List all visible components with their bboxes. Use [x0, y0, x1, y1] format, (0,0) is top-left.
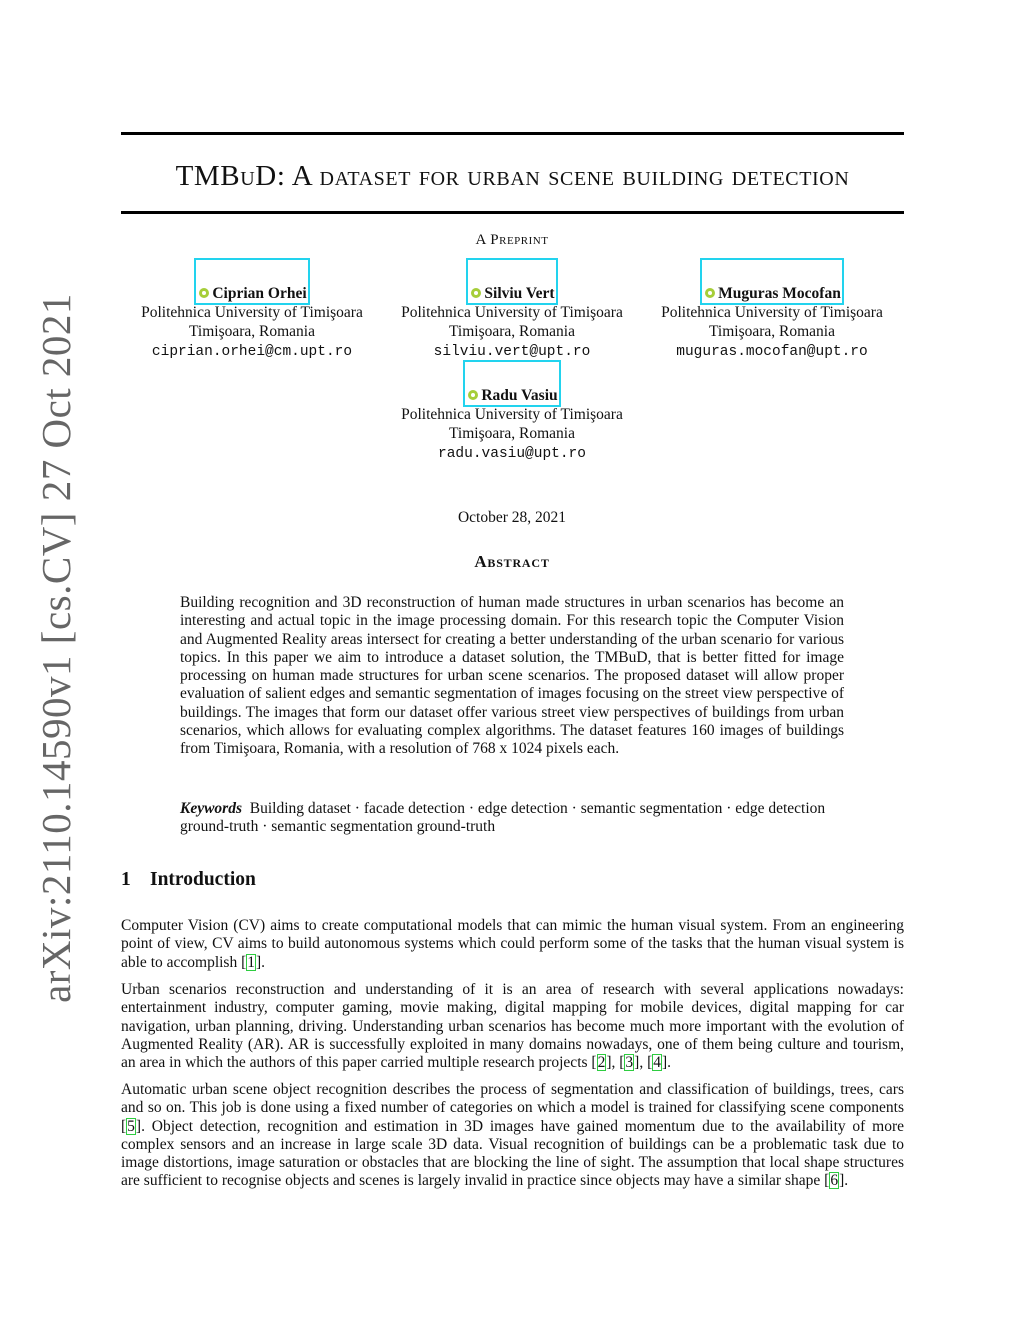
title-bottom-rule [121, 211, 904, 214]
publication-date: October 28, 2021 [457, 509, 567, 526]
citation-link[interactable]: 4 [653, 1054, 661, 1072]
citation-link[interactable]: 6 [830, 1172, 839, 1190]
arxiv-sidebar-stamp: arXiv:2110.14590v1 [cs.CV] 27 Oct 2021 [33, 293, 79, 1003]
title-top-rule [121, 132, 904, 135]
orcid-icon[interactable] [199, 288, 209, 298]
paragraph: Urban scenarios reconstruction and understanding of it is an area of research with several applications nowadays: entertainment industry, computer gaming, movie making, digital mapping for mobile devices, digital mapping for car navigation, urban planning, driving. Understanding urban scenarios has become much more important with the evolution of Augmented Reality (AR). AR is successfully exploited in many domains nowadays, one of them being culture and tourism, an area in which the authors of this paper carried multiple research projects [2], [3], [4]. [121, 981, 904, 1072]
author-block [642, 258, 902, 362]
author-block [382, 360, 642, 464]
author-location: Timişoara, Romania [188, 323, 315, 340]
author-location: Timişoara, Romania [448, 323, 575, 340]
citation-link[interactable]: 1 [247, 953, 255, 971]
paragraph: Automatic urban scene object recognition describes the process of segmentation and classification of buildings, trees, cars and so on. This job is done using a fixed number of categories on which a model is trained for classifying scene components [5]. Object detection, recognition and estimation in 3D images have gained momentum due to the availability of more complex sensors and an increase in large scale 3D data. Visual recognition of buildings can be a problematic task due to image distortions, image saturation or obstacles that are blocking the line of sight. The assumption that local shape structures are sufficient to recognise objects and scenes is largely invalid in practice since objects may have a similar shape [6]. [121, 1081, 904, 1190]
author-block [122, 258, 382, 362]
author-email[interactable]: silviu.vert@upt.ro [433, 344, 591, 360]
keywords-block [180, 800, 844, 837]
section-title: Introduction [150, 869, 256, 890]
keywords-text: Building dataset · facade detection · edge detection · semantic segmentation · edge detection ground-truth · semantic segmentation ground-truth [180, 800, 826, 836]
citation-link[interactable]: 3 [625, 1054, 634, 1072]
citation-link[interactable]: 2 [597, 1054, 606, 1072]
author-email[interactable]: radu.vasiu@upt.ro [438, 446, 586, 462]
author-name-link[interactable]: Ciprian Orhei [194, 258, 309, 305]
author-block [382, 258, 642, 362]
paper-title: TMBuD: A dataset for urban scene building detection [175, 160, 850, 192]
orcid-icon[interactable] [468, 390, 478, 400]
author-affiliation: Politehnica University of Timişoara [141, 304, 363, 321]
author-affiliation: Politehnica University of Timişoara [401, 304, 623, 321]
orcid-icon[interactable] [471, 288, 481, 298]
author-affiliation: Politehnica University of Timişoara [661, 304, 883, 321]
author-email[interactable]: ciprian.orhei@cm.upt.ro [151, 344, 353, 360]
orcid-icon[interactable] [705, 288, 715, 298]
author-name-link[interactable]: Radu Vasiu [463, 360, 560, 407]
author-name-link[interactable]: Muguras Mocofan [700, 258, 844, 305]
section-heading [121, 869, 256, 891]
paragraph: Computer Vision (CV) aims to create computational models that can mimic the human visual system. From an engineering point of view, CV aims to build autonomous systems which could perform some of the tasks that the human visual system is able to accomplish [1]. [121, 917, 904, 971]
author-name-link[interactable]: Silviu Vert [466, 258, 557, 305]
author-affiliation: Politehnica University of Timişoara [401, 406, 623, 423]
preprint-label: A Preprint [475, 232, 549, 248]
keywords-label: Keywords [180, 800, 242, 817]
abstract-text: Building recognition and 3D reconstruction of human made structures in urban scenarios has become an interesting and actual topic in the image processing domain. For this research topic the Computer Vision and Augmented Reality areas intersect for creating a better understanding of the urban scenario for various topics. In this paper we aim to introduce a dataset solution, the TMBuD, that is better fitted for image processing on human made structures for urban scene scenarios. The proposed dataset will allow proper evaluation of salient edges and semantic segmentation of images focusing on the street view perspective of buildings. The images that form our dataset offer various street view perspectives of buildings from urban scenarios, which allows for evaluating complex algorithms. The dataset features 160 images of buildings from Timişoara, Romania, with a resolution of 768 x 1024 pixels each. [180, 594, 844, 758]
author-location: Timişoara, Romania [448, 425, 575, 442]
citation-link[interactable]: 5 [127, 1117, 135, 1135]
author-location: Timişoara, Romania [708, 323, 835, 340]
section-number: 1 [121, 869, 131, 890]
author-email[interactable]: muguras.mocofan@upt.ro [676, 344, 868, 360]
abstract-heading: Abstract [474, 552, 550, 571]
